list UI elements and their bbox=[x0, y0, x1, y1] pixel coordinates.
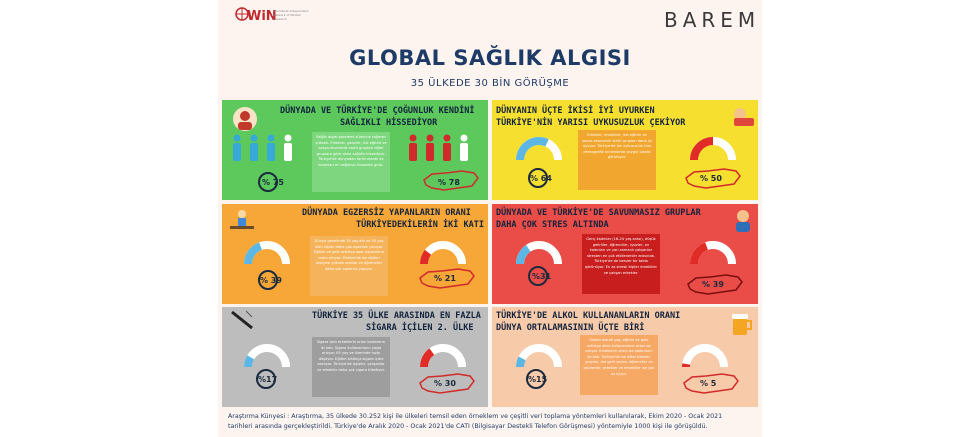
panel-stress-world-gauge bbox=[514, 238, 564, 266]
gauge-fill bbox=[424, 252, 428, 264]
panel-smoking-title-line1: TÜRKİYE 35 ÜLKE ARASINDA EN FAZLA bbox=[312, 311, 481, 321]
research-note-line1: Araştırma Künyesi : Araştırma, 35 ülkede 30.252 kişi ile ülkeleri temsil eden örneklem ve çeşitli veri toplama yöntemleri kullanılarak, Ekim 2020 - Ocak 2021 bbox=[228, 413, 723, 420]
panel-stress-title-line2: DAHA ÇOK STRES ALTINDA bbox=[496, 220, 609, 230]
panel-smoking bbox=[222, 307, 488, 407]
panel-stress-description: Genç kadınlar (18-24 yaş arası), düşük gelirliler, öğrenciler, işsizler, ev kadınları ve yarı zamanlı çalışanlar stresten en çok etkilenenler arasında. Türkiye'de de benzer bir tablo görünüyor. En az stresli kişiler emekliler ve çalışan erkekler. bbox=[582, 234, 660, 294]
panel-alcohol-turkey-gauge bbox=[680, 341, 730, 369]
panel-exercise-title-line1: DÜNYADA EGZERSİZ YAPANLARIN ORANI bbox=[302, 208, 471, 218]
panel-smoking-description: Sigara içen erkeklerin oranı kadınların iki katı. Sigara kullananların yaşla artıyor; 65 yaş ve üzerinde hızla düşüyor. Eğitim arttıkça sigara içme azalıyor. Türkiye'de işsizler, çalışanlar ve erkekler daha çok sigara tüketiyor. bbox=[312, 337, 390, 397]
people-group-icon bbox=[230, 134, 304, 162]
panel-stress-world-value: %31 bbox=[532, 272, 552, 281]
panel-health-world-value: % 75 bbox=[262, 178, 284, 187]
panel-stress-title-line1: DÜNYADA VE TÜRKİYE'DE SAVUNMASIZ GRUPLAR bbox=[496, 208, 701, 218]
cigarette-icon bbox=[230, 309, 256, 331]
panel-exercise-title-line2: TÜRKİYEDEKİLERİN İKİ KATI bbox=[356, 220, 484, 230]
win-logo bbox=[235, 3, 315, 29]
win-logo-text: WiN bbox=[247, 9, 277, 24]
people-group-red-icon bbox=[406, 134, 480, 162]
panel-health bbox=[222, 100, 488, 200]
gauge-fill bbox=[520, 358, 522, 367]
panel-sleep-turkey-gauge bbox=[688, 134, 738, 162]
research-note-line2: tarihleri arasında gerçekleştirildi. Türkiye'de Aralık 2020 - Ocak 2021'de CATI (Bilgisayar Destekli Telefon Görüşmesi) yöntemiyle 1000 kişi ile görüşüldü. bbox=[228, 423, 708, 430]
panel-alcohol-title-line1: TÜRKİYE'DE ALKOL KULLANANLARIN ORANI bbox=[496, 311, 681, 321]
panel-alcohol-title-line2: DÜNYA ORTALAMASININ ÜÇTE BİRİ bbox=[496, 323, 645, 333]
panel-alcohol-turkey-value: % 5 bbox=[700, 379, 717, 388]
panel-smoking-turkey-value: % 30 bbox=[434, 379, 456, 388]
doctor-icon bbox=[232, 106, 258, 132]
panel-stress bbox=[492, 204, 758, 304]
panel-sleep-world-value: % 64 bbox=[530, 174, 552, 183]
panel-exercise bbox=[222, 204, 488, 304]
gauge-fill bbox=[694, 246, 707, 264]
panel-sleep-description: Erkekler, emekliler, üst eğitim ve sosyo-ekonomik statü grupları daha iyi uyuyor. Türkiye'de ise uykusuzluk tüm demografik kırılımlarda yaygın olarak görülüyor. bbox=[578, 130, 656, 190]
panel-exercise-world-gauge bbox=[242, 238, 292, 266]
panel-alcohol-world-gauge bbox=[514, 341, 564, 369]
panel-alcohol-world-value: %15 bbox=[528, 375, 548, 384]
stressed-person-icon bbox=[732, 208, 754, 234]
page-subtitle: 35 ÜLKEDE 30 BİN GÖRÜŞME bbox=[410, 78, 570, 89]
panel-sleep-title-line2: TÜRKİYE'NİN YARISI UYKUSUZLUK ÇEKİYOR bbox=[496, 118, 686, 128]
win-logo-tagline: Worldwide Independent Network of Market Research bbox=[273, 9, 309, 21]
gauge-track bbox=[520, 348, 558, 367]
panel-sleep-world-gauge bbox=[514, 134, 564, 162]
panel-health-description: Sağlık algısı pandemi sürecine rağmen yüksek. Erkekler, gençler, üst eğitim ve sosyo-ekonomik statü grupları diğer gruplara göre daha sağlıklı hissediyor. Türkiye'de dünyadan farklı olarak ev kadınları en sağlıksız hisseden grup. bbox=[312, 132, 390, 192]
panel-smoking-title-line2: SİGARA İÇİLEN 2. ÜLKE bbox=[366, 323, 474, 333]
panel-health-title-line1: DÜNYADA VE TÜRKİYE'DE ÇOĞUNLUK KENDİNİ bbox=[280, 106, 475, 116]
panel-smoking-world-value: %17 bbox=[258, 375, 278, 384]
barem-logo: BAREM bbox=[664, 8, 761, 32]
panel-exercise-world-value: % 39 bbox=[260, 276, 282, 285]
sleeping-person-icon bbox=[730, 102, 756, 128]
page-title: GLOBAL SAĞLIK ALGISI bbox=[349, 46, 631, 70]
panel-exercise-turkey-gauge bbox=[418, 238, 468, 266]
beer-mug-icon bbox=[730, 311, 754, 337]
panel-health-title-line2: SAĞLIKLI HİSSEDİYOR bbox=[340, 118, 438, 128]
panel-stress-turkey-gauge bbox=[688, 238, 738, 266]
panel-stress-turkey-value: % 39 bbox=[702, 280, 724, 289]
gauge-fill bbox=[248, 357, 251, 367]
panel-exercise-turkey-value: % 21 bbox=[434, 274, 456, 283]
gauge-track bbox=[248, 348, 286, 367]
panel-alcohol bbox=[492, 307, 758, 407]
research-note bbox=[228, 412, 758, 432]
exercise-icon bbox=[228, 208, 256, 232]
panel-sleep-title-line1: DÜNYANIN ÜÇTE İKİSİ İYİ UYURKEN bbox=[496, 106, 655, 116]
panel-exercise-description: Dünya genelinde 35 yaş altı ve 50 yaş üstü kişiler daha çok egzersiz yapıyor. Eğitim ve gelir arttıkça spor yapanların oranı artıyor. Türkiye'de ise eğitim seviyesi yüksek olanlar ve öğrenciler daha çok egzersiz yapıyor. bbox=[310, 236, 388, 296]
panel-smoking-world-gauge bbox=[242, 341, 292, 369]
gauge-fill bbox=[520, 141, 547, 160]
gauge-fill bbox=[248, 246, 261, 264]
panel-alcohol-description: Global olarak yaş, eğitim ve gelir arttıkça alkol kullananların oranı da artıyor. Erkeklerin oranı ise kadınların iki katı. Türkiye'de ise alkol tüketen gruplar, üst gelir grubu, öğrenciler ve işsizlerdir; erkekler ve emekliler ise çok az içiyor. bbox=[580, 335, 658, 395]
panel-sleep bbox=[492, 100, 758, 200]
panel-smoking-turkey-gauge bbox=[418, 341, 468, 369]
gauge-fill bbox=[694, 141, 713, 160]
gauge-track bbox=[686, 348, 724, 367]
panel-health-turkey-value: % 78 bbox=[438, 178, 460, 187]
panel-sleep-turkey-value: % 50 bbox=[700, 174, 722, 183]
gauge-fill bbox=[424, 352, 432, 367]
